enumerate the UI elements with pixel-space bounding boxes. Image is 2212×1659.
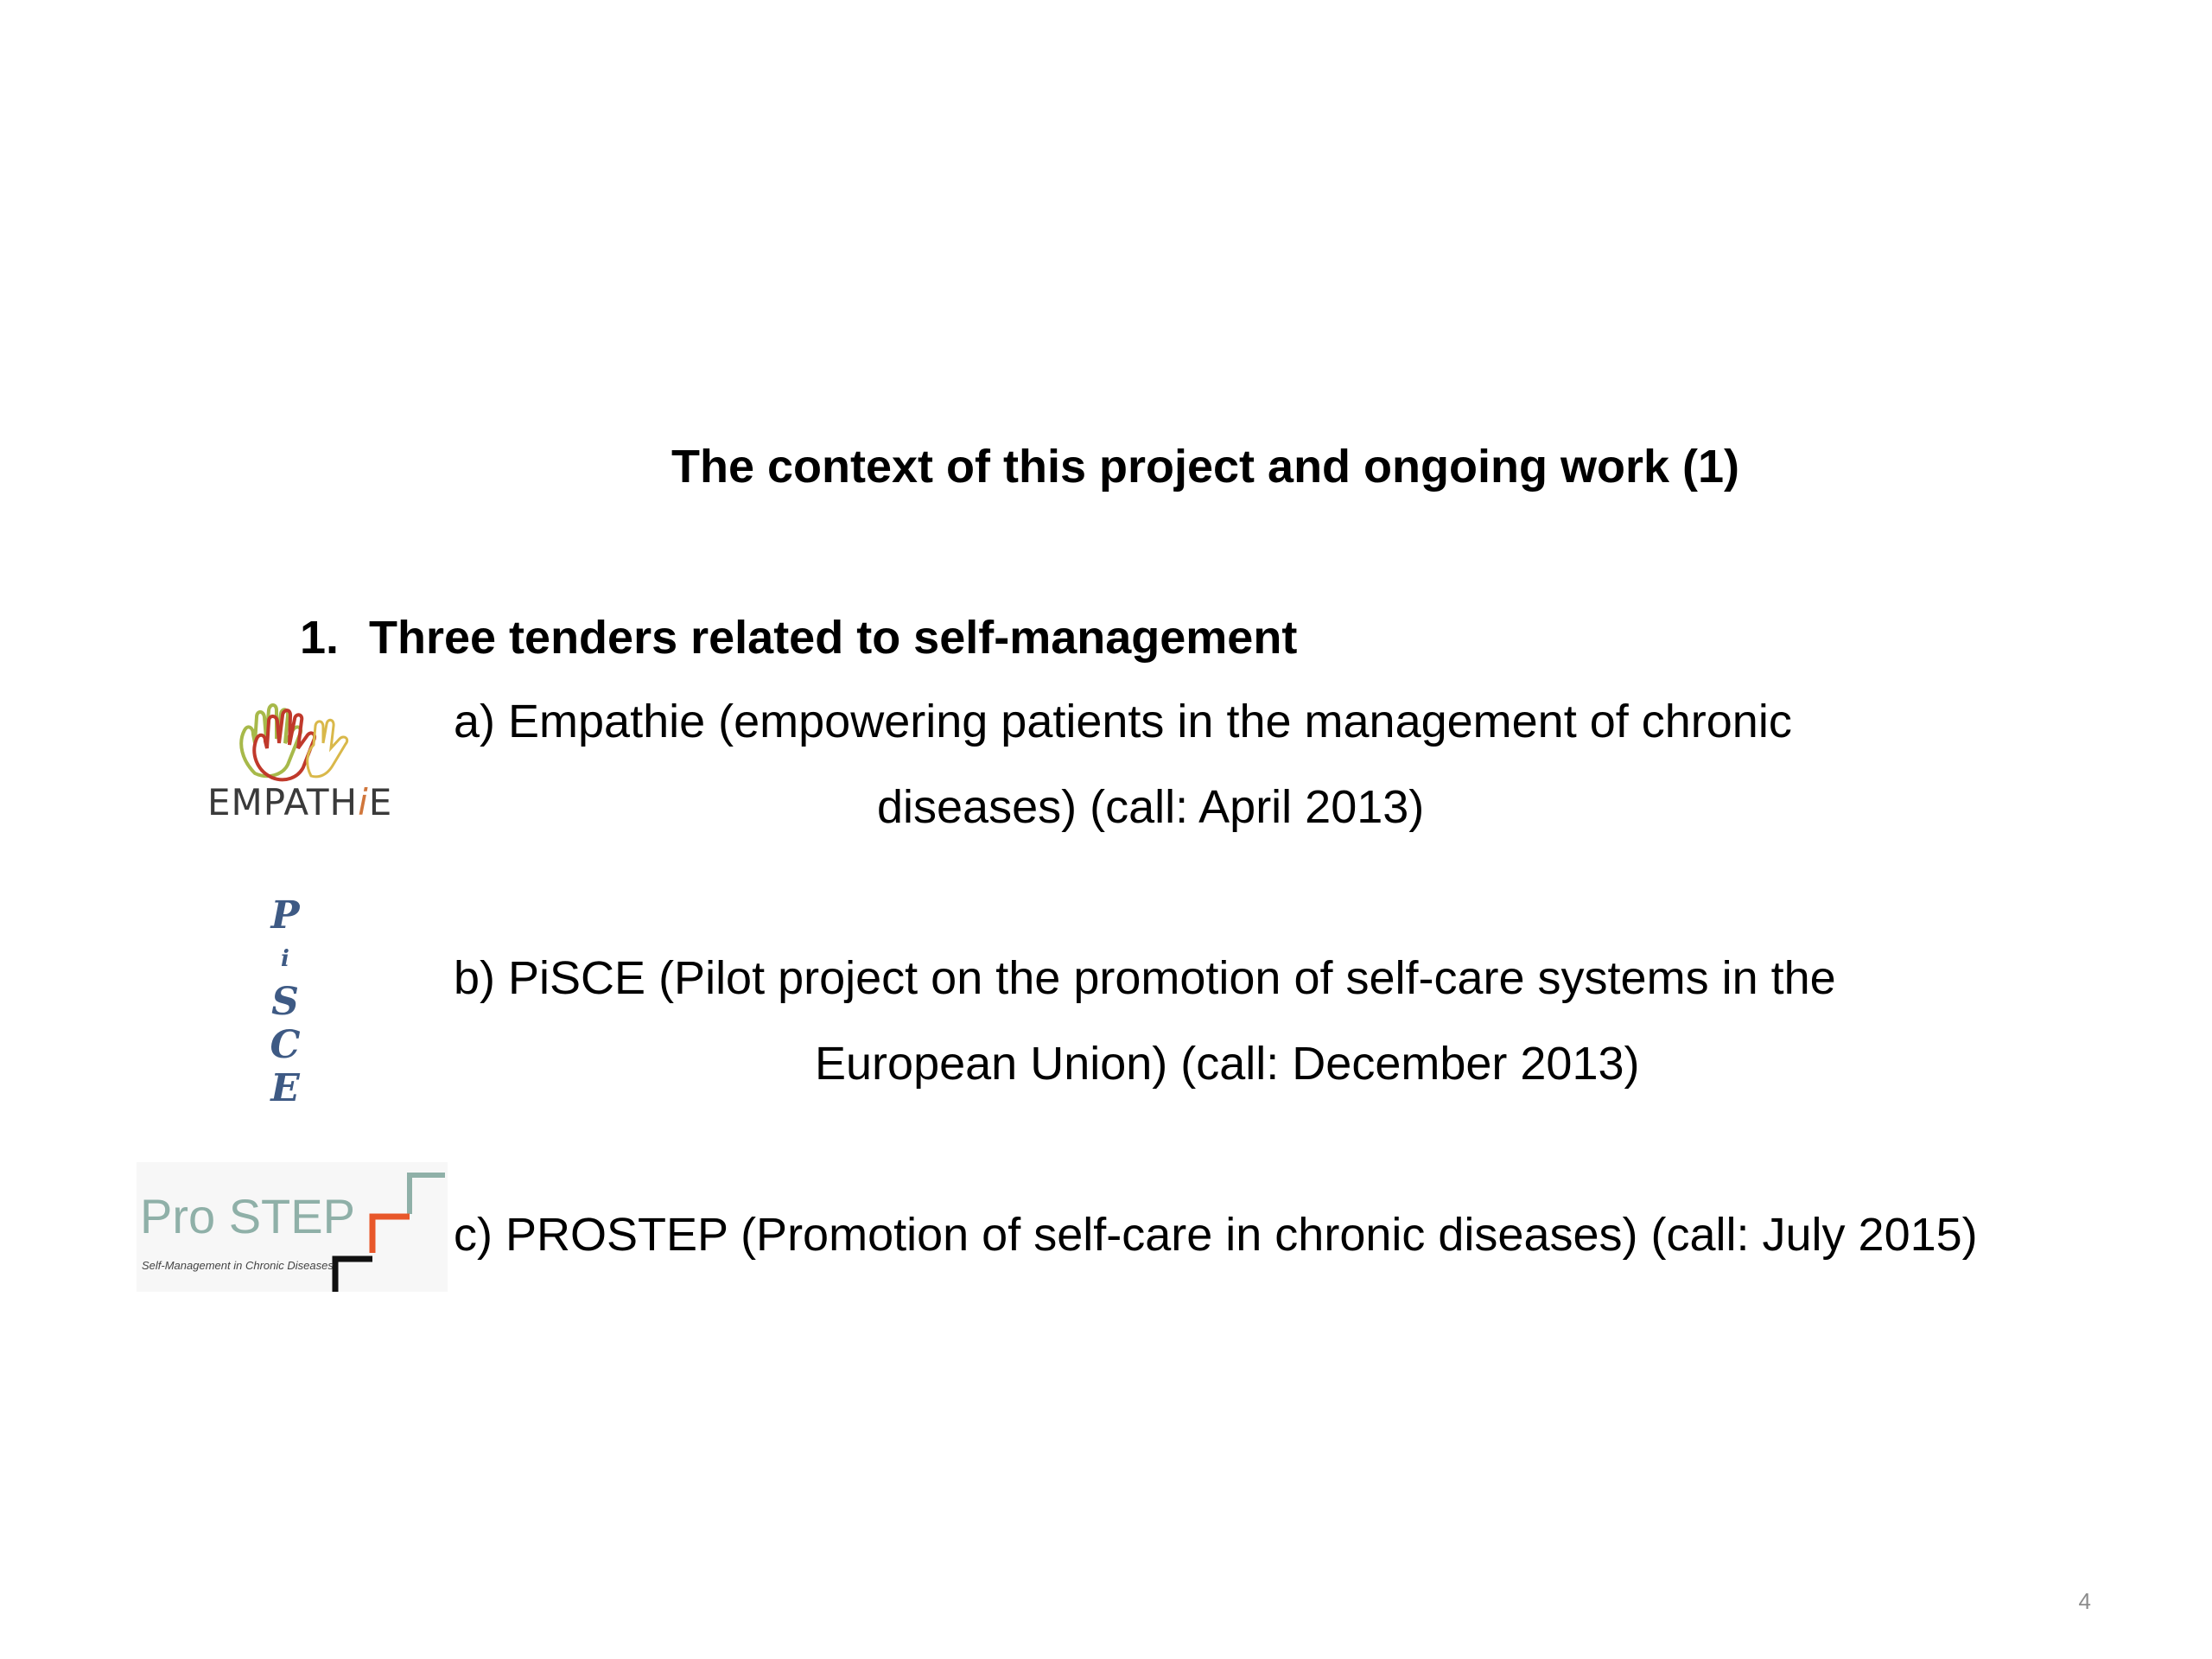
section-number: 1. — [300, 612, 340, 664]
prostep-logo-name: Pro STEP — [140, 1189, 355, 1243]
hands-icon — [203, 691, 393, 786]
tender-item-line: b) PiSCE (Pilot project on the promotion of self-care systems in the — [454, 952, 1836, 1004]
pisce-letter: i — [281, 946, 289, 972]
empathie-logo-text: EMPATHiE — [207, 781, 393, 823]
pisce-letter: P — [270, 893, 300, 938]
prostep-logo-tagline: Self-Management in Chronic Diseases — [142, 1259, 334, 1272]
tender-item-prostep — [454, 1192, 1978, 1278]
section-heading — [300, 603, 1297, 672]
empathie-logo — [203, 691, 393, 834]
tender-item-line: diseases) (call: April 2013) — [877, 781, 1425, 833]
pisce-letter: E — [270, 1066, 300, 1110]
tender-item-line: European Union) (call: December 2013) — [815, 1038, 1640, 1090]
tender-item-line: a) Empathie (empowering patients in the management of chronic — [454, 696, 1792, 747]
tender-item-empathie — [454, 679, 1792, 850]
pisce-logo — [268, 894, 302, 1110]
tender-item-line: c) PROSTEP (Promotion of self-care in chronic diseases) (call: July 2015) — [454, 1209, 1978, 1261]
tender-item-pisce — [454, 936, 1836, 1107]
slide-title: The context of this project and ongoing work (1) — [671, 441, 1739, 493]
page-number: 4 — [2078, 1588, 2091, 1614]
section-label: Three tenders related to self-management — [369, 612, 1298, 664]
prostep-logo — [137, 1162, 448, 1292]
pisce-letter: C — [270, 1023, 301, 1067]
pisce-letter: S — [271, 980, 299, 1024]
